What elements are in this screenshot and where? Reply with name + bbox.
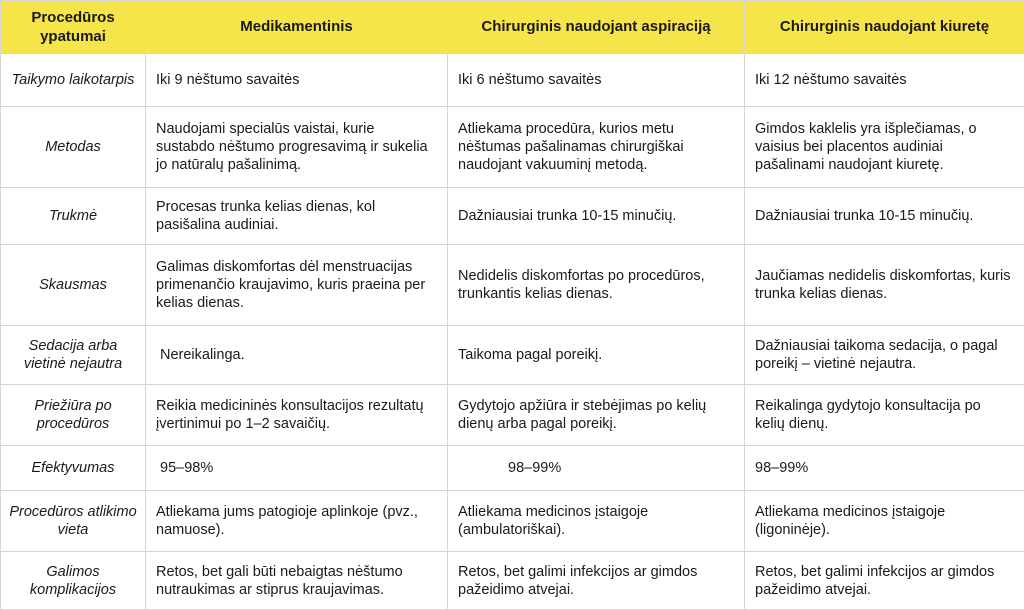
row-label: Priežiūra po procedūros [1, 385, 146, 446]
header-procedure-features: Procedūros ypatumai [1, 1, 146, 54]
cell-curette: Reikalinga gydytojo konsultacija po kelių dienų. [745, 385, 1024, 446]
cell-curette: Jaučiamas nedidelis diskomfortas, kuris trunka kelias dienas. [745, 245, 1024, 326]
cell-medication: Galimas diskomfortas dėl menstruacijas primenančio kraujavimo, kuris praeina per kelias dienas. [146, 245, 448, 326]
cell-curette: Dažniausiai taikoma sedacija, o pagal poreikį – vietinė nejautra. [745, 326, 1024, 385]
row-label: Galimos komplikacijos [1, 552, 146, 610]
table-row [1, 385, 1024, 446]
cell-aspiration: Atliekama medicinos įstaigoje (ambulatoriškai). [448, 491, 745, 552]
cell-aspiration: Dažniausiai trunka 10-15 minučių. [448, 188, 745, 245]
cell-curette: Dažniausiai trunka 10-15 minučių. [745, 188, 1024, 245]
row-label: Taikymo laikotarpis [1, 54, 146, 107]
header-curette: Chirurginis naudojant kiuretę [745, 1, 1024, 54]
cell-curette: Iki 12 nėštumo savaitės [745, 54, 1024, 107]
table-row [1, 326, 1024, 385]
header-medication: Medikamentinis [146, 1, 448, 54]
table-row [1, 245, 1024, 326]
row-label: Skausmas [1, 245, 146, 326]
row-label: Metodas [1, 107, 146, 188]
cell-aspiration: Gydytojo apžiūra ir stebėjimas po kelių dienų arba pagal poreikį. [448, 385, 745, 446]
table-row [1, 446, 1024, 491]
cell-curette: Retos, bet galimi infekcijos ar gimdos pažeidimo atvejai. [745, 552, 1024, 610]
table-row [1, 54, 1024, 107]
cell-aspiration: Iki 6 nėštumo savaitės [448, 54, 745, 107]
cell-aspiration: 98–99% [448, 446, 745, 491]
cell-aspiration: Atliekama procedūra, kurios metu nėštumas pašalinamas chirurgiškai naudojant vakuuminį metodą. [448, 107, 745, 188]
row-label: Procedūros atlikimo vieta [1, 491, 146, 552]
table-row [1, 188, 1024, 245]
header-aspiration: Chirurginis naudojant aspiraciją [448, 1, 745, 54]
cell-curette: Atliekama medicinos įstaigoje (ligoninėje). [745, 491, 1024, 552]
cell-aspiration: Nedidelis diskomfortas po procedūros, trunkantis kelias dienas. [448, 245, 745, 326]
cell-medication: Reikia medicininės konsultacijos rezultatų įvertinimui po 1–2 savaičių. [146, 385, 448, 446]
row-label: Trukmė [1, 188, 146, 245]
cell-medication: Naudojami specialūs vaistai, kurie sustabdo nėštumo progresavimą ir sukelia jo natūralų pašalinimą. [146, 107, 448, 188]
cell-medication: Atliekama jums patogioje aplinkoje (pvz., namuose). [146, 491, 448, 552]
row-label: Efektyvumas [1, 446, 146, 491]
cell-curette: Gimdos kaklelis yra išplečiamas, o vaisius bei placentos audiniai pašalinami naudojant kiuretę. [745, 107, 1024, 188]
table-row [1, 491, 1024, 552]
table-header [1, 1, 1024, 54]
table-row [1, 552, 1024, 610]
cell-curette: 98–99% [745, 446, 1024, 491]
cell-aspiration: Taikoma pagal poreikį. [448, 326, 745, 385]
row-label: Sedacija arba vietinė nejautra [1, 326, 146, 385]
cell-medication: 95–98% [146, 446, 448, 491]
cell-medication: Nereikalinga. [146, 326, 448, 385]
table-row [1, 107, 1024, 188]
cell-medication: Iki 9 nėštumo savaitės [146, 54, 448, 107]
cell-medication: Procesas trunka kelias dienas, kol pasišalina audiniai. [146, 188, 448, 245]
cell-aspiration: Retos, bet galimi infekcijos ar gimdos pažeidimo atvejai. [448, 552, 745, 610]
cell-medication: Retos, bet gali būti nebaigtas nėštumo nutraukimas ar stiprus kraujavimas. [146, 552, 448, 610]
